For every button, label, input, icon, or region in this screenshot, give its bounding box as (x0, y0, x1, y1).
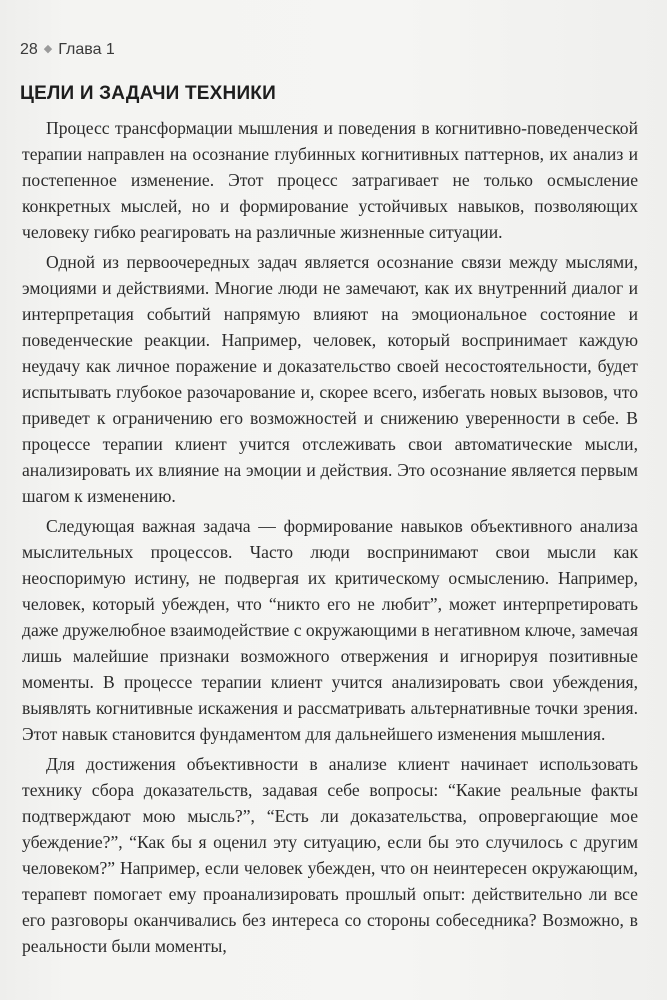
running-head (20, 40, 115, 61)
paragraph: Процесс трансформации мышления и поведения в когнитивно-поведенческой терапии направлен на осознание глубинных когнитивных паттернов, их анализ и постепенное изменение. Этот процесс затрагивает не только осмысление конкретных мыслей, но и формирование устойчивых навыков, позволяющих человеку гибко реагировать на различные жизненные ситуации. (22, 118, 638, 242)
section-title: ЦЕЛИ И ЗАДАЧИ ТЕХНИКИ (20, 83, 276, 104)
diamond-separator-icon: ◆ (43, 43, 53, 55)
paragraph: Для достижения объективности в анализе клиент начинает использовать технику сбора доказательств, задавая себе вопросы: “Какие реальные факты подтверждают мою мысль?”, “Есть ли доказательства, опровергающие мое убеждение?”, “Как бы я оценил эту ситуацию, если бы это случилось с другим человеком?” Например, если человек убежден, что он неинтересен окружающим, терапевт помогает ему проанализировать прошлый опыт: действительно ли все его разговоры оканчивались без интереса со стороны собеседника? Возможно, в реальности были моменты, (22, 754, 638, 956)
page-number: 28 (20, 41, 38, 58)
paragraph: Следующая важная задача — формирование навыков объективного анализа мыслительных процессов. Часто люди воспринимают свои мысли как неоспоримую истину, не подвергая их критическому осмыслению. Например, человек, который убежден, что “никто его не любит”, может интерпретировать даже дружелюбное взаимодействие с окружающими в негативном ключе, замечая лишь малейшие признаки возможного отвержения и игнорируя позитивные моменты. В процессе терапии клиент учится анализировать свои убеждения, выявлять когнитивные искажения и рассматривать альтернативные точки зрения. Этот навык становится фундаментом для дальнейшего изменения мышления. (22, 516, 639, 744)
paragraph: Одной из первоочередных задач является осознание связи между мыслями, эмоциями и действиями. Многие люди не замечают, как их внутренний диалог и интерпретация событий напрямую влияют на эмоциональное состояние и поведенческие реакции. Например, человек, который воспринимает каждую неудачу как личное поражение и доказательство своей несостоятельности, будет испытывать глубокое разочарование и, скорее всего, избегать новых вызовов, что приведет к ограничению его возможностей и снижению уверенности в себе. В процессе терапии клиент учится отслеживать свои автоматические мысли, анализировать их влияние на эмоции и действия. Это осознание является первым шагом к изменению. (22, 252, 638, 506)
body-text (22, 115, 638, 959)
chapter-label: Глава 1 (58, 41, 115, 58)
